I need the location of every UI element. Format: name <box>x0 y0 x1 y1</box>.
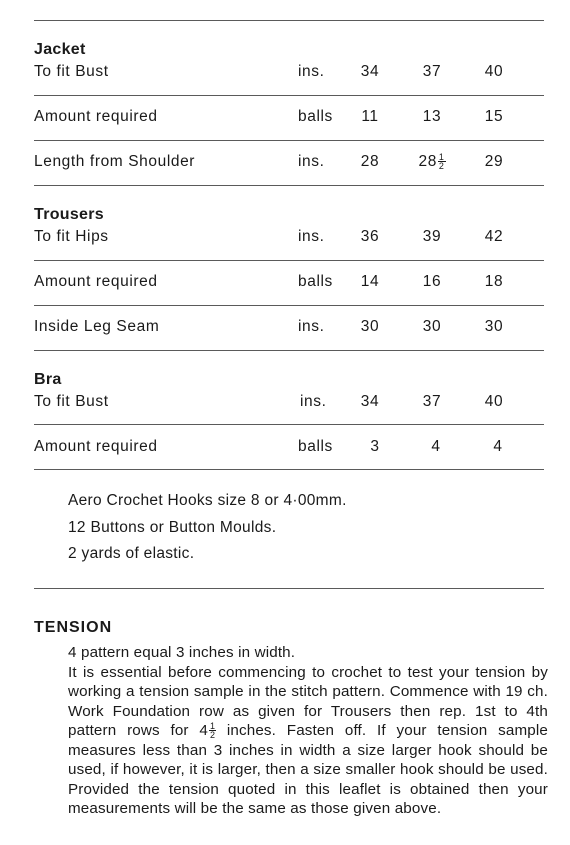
row-label: Amount required <box>34 438 158 455</box>
size-value: 30 <box>360 318 380 335</box>
row-label: To fit Hips <box>34 228 109 245</box>
row-unit: ins. <box>298 228 325 245</box>
size-value: 4 <box>493 438 503 455</box>
materials-item: 12 Buttons or Button Moulds. <box>68 519 277 536</box>
tension-paragraph-part: inches. Fasten off. If your tension sample measures less than 3 inches in width a size larger hook should be used, if however, it is larger, then a size smaller hook should be used. Provided the tension quoted in this leaflet is obtained then your measurements will be the same as those given above. <box>68 722 548 817</box>
fraction-numerator: 1 <box>209 721 216 732</box>
section-heading-trousers: Trousers <box>34 206 104 223</box>
size-value: 29 <box>484 153 504 170</box>
row-unit: ins. <box>298 318 325 335</box>
row-label: Length from Shoulder <box>34 153 196 170</box>
size-value: 40 <box>484 63 504 80</box>
size-value: 28 <box>360 153 380 170</box>
row-label: Amount required <box>34 108 158 125</box>
section-heading-jacket: Jacket <box>34 41 86 58</box>
size-value: 30 <box>422 318 442 335</box>
size-value: 11 <box>361 108 379 125</box>
tension-paragraph <box>68 663 548 819</box>
size-value: 37 <box>422 63 442 80</box>
fraction-denominator: 2 <box>209 730 216 741</box>
size-value: 40 <box>484 393 504 410</box>
fraction-numerator: 1 <box>438 152 445 163</box>
size-value: 37 <box>422 393 442 410</box>
size-value: 15 <box>484 108 504 125</box>
section-heading-bra: Bra <box>34 371 62 388</box>
row-label: To fit Bust <box>34 63 109 80</box>
size-value: 34 <box>360 63 380 80</box>
fraction <box>438 153 446 170</box>
size-value: 36 <box>360 228 380 245</box>
tension-line: 4 pattern equal 3 inches in width. <box>68 644 296 661</box>
row-label: To fit Bust <box>34 393 109 410</box>
materials-item: Aero Crochet Hooks size 8 or 4·00mm. <box>68 492 347 509</box>
divider <box>34 424 544 425</box>
row-unit: ins. <box>298 153 325 170</box>
size-value: 13 <box>422 108 442 125</box>
row-label: Amount required <box>34 273 158 290</box>
size-value: 18 <box>484 273 504 290</box>
row-unit: ins. <box>298 63 325 80</box>
row-label: Inside Leg Seam <box>34 318 160 335</box>
size-value-fraction <box>407 153 457 171</box>
size-value: 16 <box>422 273 442 290</box>
size-value: 4 <box>431 438 441 455</box>
size-value: 30 <box>484 318 504 335</box>
divider <box>34 305 544 306</box>
materials-item: 2 yards of elastic. <box>68 545 195 562</box>
divider <box>34 469 544 470</box>
row-unit: balls <box>298 108 333 125</box>
divider <box>34 350 544 351</box>
row-unit: balls <box>298 273 333 290</box>
size-value: 39 <box>422 228 442 245</box>
row-unit: balls <box>298 438 333 455</box>
size-value: 14 <box>360 273 380 290</box>
whole-number: 28 <box>418 153 437 170</box>
divider <box>34 588 544 589</box>
tension-text <box>68 643 548 819</box>
size-value: 3 <box>370 438 380 455</box>
tension-heading: TENSION <box>34 619 113 636</box>
divider <box>34 260 544 261</box>
fraction-denominator: 2 <box>438 161 445 172</box>
divider <box>34 140 544 141</box>
size-value: 34 <box>360 393 380 410</box>
size-value: 42 <box>484 228 504 245</box>
divider <box>34 95 544 96</box>
divider <box>34 20 544 21</box>
tension-paragraph-part: It is essential before commencing to crochet to test your tension by working a tension sample in the stitch pattern. Commence with 19 ch. Work Foundation row as given for Trousers then rep. 1st to 4th pattern rows for 4 <box>68 663 548 739</box>
row-unit: ins. <box>300 393 327 410</box>
divider <box>34 185 544 186</box>
